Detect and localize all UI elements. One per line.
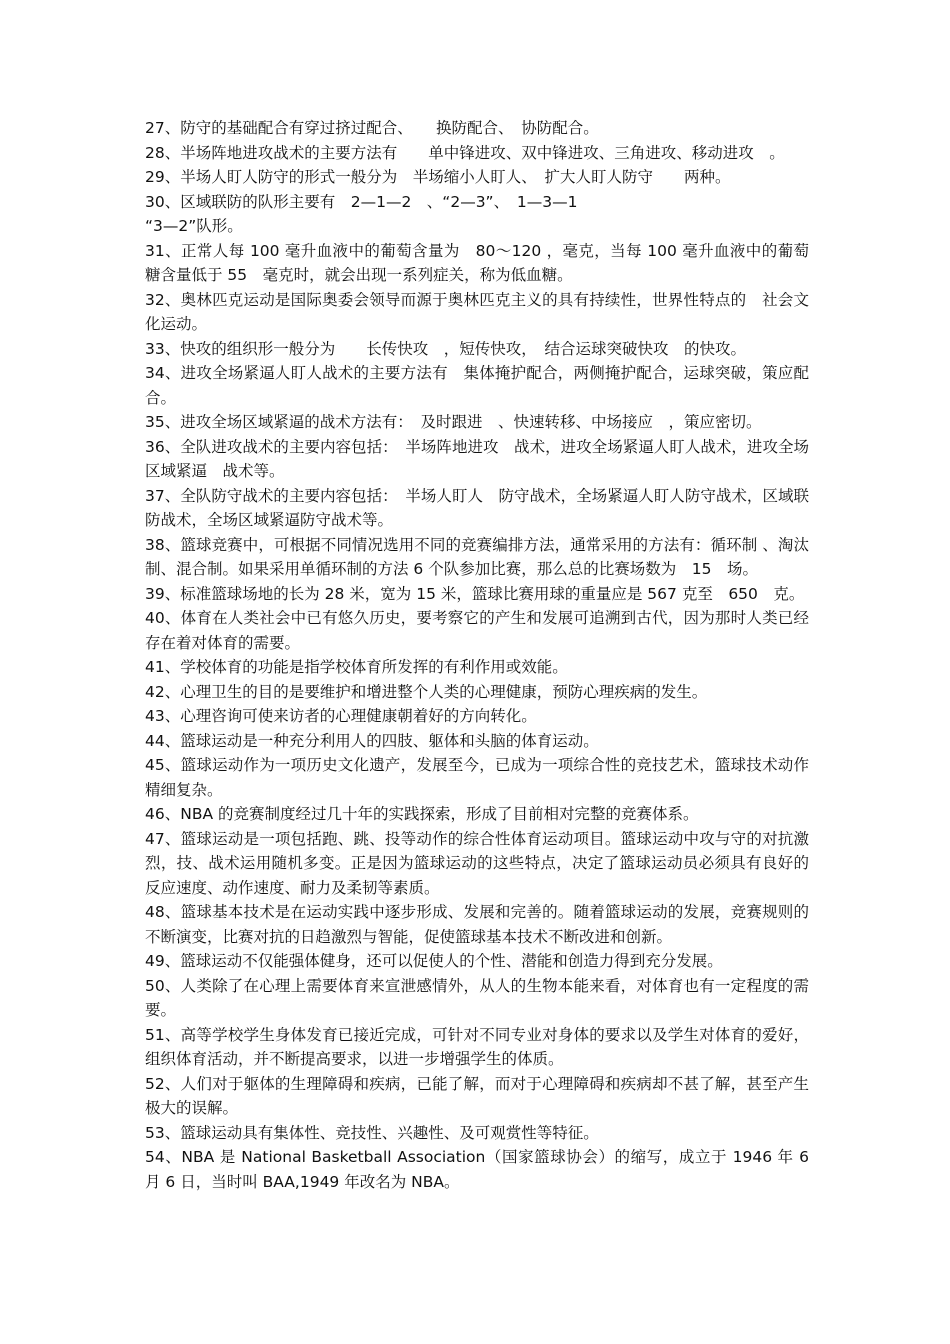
question-35: 35、进攻全场区域紧逼的战术方法有： 及时跟进 、快速转移、中场接应 ，策应密切。 xyxy=(145,413,762,431)
question-50: 50、人类除了在心理上需要体育来宣泄感情外，从人的生物本能来看，对体育也有一定程度的需要。 xyxy=(145,976,809,1019)
question-30: 30、区域联防的队形主要有 2—1—2 、“2—3”、 1—3—1 “3—2”队形。 xyxy=(145,192,578,235)
question-34: 34、进攻全场紧逼人盯人战术的主要方法有 集体掩护配合，两侧掩护配合，运球突破，策应配合。 xyxy=(145,364,809,407)
question-48: 48、篮球基本技术是在运动实践中逐步形成、发展和完善的。随着篮球运动的发展，竞赛规则的不断演变，比赛对抗的日趋激烈与智能，促使篮球基本技术不断改进和创新。 xyxy=(145,903,809,946)
question-42: 42、心理卫生的目的是要维护和增进整个人类的心理健康，预防心理疾病的发生。 xyxy=(145,682,708,701)
question-46: 46、NBA 的竞赛制度经过几十年的实践探索，形成了目前相对完整的竞赛体系。 xyxy=(145,805,699,823)
question-43: 43、心理咨询可使来访者的心理健康朝着好的方向转化。 xyxy=(145,707,537,725)
question-47: 47、篮球运动是一项包括跑、跳、投等动作的综合性体育运动项目。篮球运动中攻与守的对抗激烈，技、战术运用随机多变。正是因为篮球运动的这些特点，决定了篮球运动员必须具有良好的反应速度、动作速度、耐力及柔韧等素质。 xyxy=(145,829,809,897)
question-45: 45、篮球运动作为一项历史文化遗产，发展至今，已成为一项综合性的竞技艺术，篮球技术动作精细复杂。 xyxy=(145,756,809,799)
question-32: 32、奥林匹克运动是国际奥委会领导而源于奥林匹克主义的具有持续性，世界性特点的 社会文化运动。 xyxy=(145,290,809,333)
question-40: 40、体育在人类社会中已有悠久历史，要考察它的产生和发展可追溯到古代，因为那时人类已经存在着对体育的需要。 xyxy=(145,609,809,652)
question-51: 51、高等学校学生身体发育已接近完成，可针对不同专业对身体的要求以及学生对体育的爱好，组织体育活动，并不断提高要求，以进一步增强学生的体质。 xyxy=(145,1025,809,1068)
question-41: 41、学校体育的功能是指学校体育所发挥的有利作用或效能。 xyxy=(145,658,568,676)
question-36: 36、全队进攻战术的主要内容包括： 半场阵地进攻 战术，进攻全场紧逼人盯人战术，进攻全场 区域紧逼 战术等。 xyxy=(145,437,825,480)
question-38: 38、篮球竞赛中，可根据不同情况选用不同的竞赛编排方法，通常采用的方法有：循环制 、淘汰制、混合制。如果采用单循环制的方法 6 个队参加比赛，那么总的比赛场数为 15 场。 xyxy=(145,535,809,578)
question-28: 28、半场阵地进攻战术的主要方法有 单中锋进攻、双中锋进攻、三角进攻、移动进攻 。 xyxy=(145,143,785,162)
question-29: 29、半场人盯人防守的形式一般分为 半场缩小人盯人、 扩大人盯人防守 两种。 xyxy=(145,168,731,186)
question-27: 27、防守的基础配合有穿过挤过配合、 换防配合、 协防配合。 xyxy=(145,119,599,137)
document-body xyxy=(145,116,825,1194)
question-52: 52、人们对于躯体的生理障碍和疾病，已能了解，而对于心理障碍和疾病却不甚了解，甚至产生极大的误解。 xyxy=(145,1074,809,1117)
question-37: 37、全队防守战术的主要内容包括： 半场人盯人 防守战术，全场紧逼人盯人防守战术，区域联防战术，全场区域紧逼防守战术等。 xyxy=(145,486,809,529)
question-31: 31、正常人每 100 毫升血液中的葡萄含量为 80～120 ，毫克，当每 100 毫升血液中的葡萄糖含量低于 55 毫克时，就会出现一系列症关，称为低血糖。 xyxy=(145,241,809,284)
question-33: 33、快攻的组织形一般分为 长传快攻 ，短传快攻， 结合运球突破快攻 的快攻。 xyxy=(145,339,746,358)
question-39: 39、标准篮球场地的长为 28 米，宽为 15 米，篮球比赛用球的重量应是 567 克至 650 克。 xyxy=(145,584,805,603)
question-49: 49、篮球运动不仅能强体健身，还可以促使人的个性、潜能和创造力得到充分发展。 xyxy=(145,952,723,970)
question-53: 53、篮球运动具有集体性、竞技性、兴趣性、及可观赏性等特征。 xyxy=(145,1123,599,1142)
question-54: 54、NBA 是 National Basketball Association（国家篮球协会）的缩写，成立于 1946 年 6 月 6 日，当时叫 BAA,1949 年改名为 NBA。 xyxy=(145,1148,814,1191)
question-44: 44、篮球运动是一种充分利用人的四肢、躯体和头脑的体育运动。 xyxy=(145,731,599,750)
